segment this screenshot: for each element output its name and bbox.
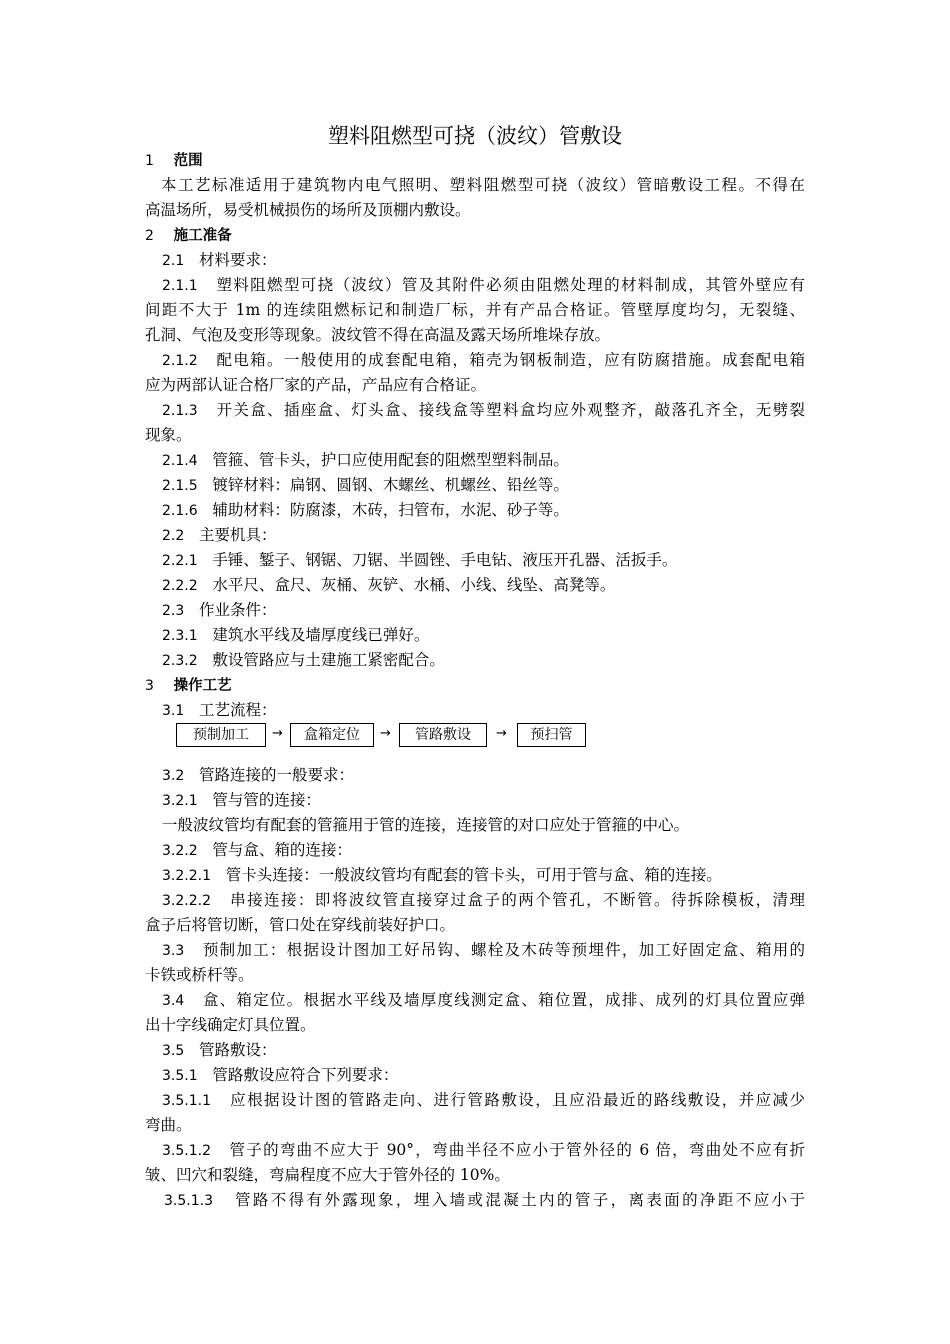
section-2-1-4: 2.1.4 管箍、管卡头，护口应使用配套的阻燃型塑料制品。 bbox=[162, 451, 569, 469]
section-2-1-6: 2.1.6 辅助材料：防腐漆，木砖，扫管布，水泥、砂子等。 bbox=[162, 501, 569, 519]
section-2-1-3: 2.1.3 开关盒、插座盒、灯头盒、接线盒等塑料盒均应外观整齐，敲落孔齐全，无劈裂 bbox=[162, 401, 805, 419]
section-3-2-1: 3.2.1 管与管的连接： bbox=[162, 791, 321, 809]
paragraph-line: 高温场所，易受机械损伤的场所及顶棚内敷设。 bbox=[145, 201, 471, 219]
section-2-1-2: 2.1.2 配电箱。一般使用的成套配电箱，箱壳为钢板制造，应有防腐措施。成套配电箱 bbox=[162, 351, 805, 369]
section-2-3-2: 2.3.2 敷设管路应与土建施工紧密配合。 bbox=[162, 651, 445, 669]
section-3-5-1-2: 3.5.1.2 管子的弯曲不应大于 90°，弯曲半径不应小于管外径的 6 倍，弯曲处不应有折 bbox=[162, 1141, 805, 1159]
paragraph-line: 卡铁或桥杆等。 bbox=[145, 966, 254, 984]
section-2-1-5: 2.1.5 镀锌材料：扁钢、圆钢、木螺丝、机螺丝、铅丝等。 bbox=[162, 476, 569, 494]
section-3-5-1-3: 3.5.1.3 管路不得有外露现象，埋入墙或混凝土内的管子，离表面的净距不应小于 bbox=[164, 1191, 805, 1209]
paragraph-line: 盒子后将管切断，管口处在穿线前装好护口。 bbox=[145, 916, 456, 934]
paragraph-line: 现象。 bbox=[145, 426, 192, 444]
section-1-heading: 1 范围 bbox=[145, 153, 203, 169]
section-2-3: 2.3 作业条件： bbox=[162, 601, 277, 619]
section-3-4: 3.4 盒、箱定位。根据水平线及墙厚度线测定盒、箱位置，成排、成列的灯具位置应弹 bbox=[162, 991, 805, 1009]
paragraph-line: 本工艺标准适用于建筑物内电气照明、塑料阻燃型可挠（波纹）管暗敷设工程。不得在 bbox=[161, 176, 805, 194]
flow-arrow-icon: → bbox=[272, 726, 283, 741]
section-3-5-1-1: 3.5.1.1 应根据设计图的管路走向、进行管路敷设，且应沿最近的路线敷设，并应减少 bbox=[162, 1091, 805, 1109]
paragraph-line: 出十字线确定灯具位置。 bbox=[145, 1016, 316, 1034]
flow-step-prefabricate: 预制加工 bbox=[176, 723, 266, 747]
section-2-1: 2.1 材料要求： bbox=[162, 251, 277, 269]
paragraph-line: 应为两部认证合格厂家的产品，产品应有合格证。 bbox=[145, 376, 487, 394]
section-2-2-1: 2.2.1 手锤、錾子、钢锯、刀锯、半圆锉、手电钻、液压开孔器、活扳手。 bbox=[162, 551, 678, 569]
paragraph-line: 皱、凹穴和裂缝，弯扁程度不应大于管外径的 10%。 bbox=[145, 1166, 510, 1184]
section-3-2: 3.2 管路连接的一般要求： bbox=[162, 766, 355, 784]
section-2-1-1: 2.1.1 塑料阻燃型可挠（波纹）管及其附件必须由阻燃处理的材料制成，其管外壁应有 bbox=[162, 276, 805, 294]
flow-arrow-icon: → bbox=[380, 726, 391, 741]
section-2-2: 2.2 主要机具： bbox=[162, 526, 277, 544]
flow-step-box-positioning: 盒箱定位 bbox=[290, 723, 374, 747]
section-3-heading: 3 操作工艺 bbox=[145, 678, 232, 694]
section-3-3: 3.3 预制加工：根据设计图加工好吊钩、螺栓及木砖等预埋件，加工好固定盒、箱用的 bbox=[162, 941, 805, 959]
section-2-2-2: 2.2.2 水平尺、盒尺、灰桶、灰铲、水桶、小线、线坠、高凳等。 bbox=[162, 576, 616, 594]
section-3-2-2: 3.2.2 管与盒、箱的连接： bbox=[162, 841, 352, 859]
section-2-heading: 2 施工准备 bbox=[145, 228, 232, 244]
paragraph-line: 间距不大于 1m 的连续阻燃标记和制造厂标，并有产品合格证。管壁厚度均匀，无裂缝、 bbox=[145, 301, 805, 319]
document-title: 塑料阻燃型可挠（波纹）管敷设 bbox=[328, 124, 622, 148]
paragraph-line: 弯曲。 bbox=[145, 1116, 192, 1134]
flow-arrow-icon: → bbox=[496, 726, 507, 741]
paragraph-line: 孔洞、气泡及变形等现象。波纹管不得在高温及露天场所堆垛存放。 bbox=[145, 326, 611, 344]
section-3-5-1: 3.5.1 管路敷设应符合下列要求： bbox=[162, 1066, 399, 1084]
section-3-5: 3.5 管路敷设： bbox=[162, 1041, 277, 1059]
section-3-1: 3.1 工艺流程： bbox=[162, 701, 277, 719]
section-3-2-2-2: 3.2.2.2 串接连接：即将波纹管直接穿过盒子的两个管孔，不断管。待拆除模板，清理 bbox=[162, 891, 805, 909]
section-3-2-2-1: 3.2.2.1 管卡头连接：一般波纹管均有配套的管卡头，可用于管与盒、箱的连接。 bbox=[162, 866, 722, 884]
flow-step-pipe-laying: 管路敷设 bbox=[399, 723, 487, 747]
section-2-3-1: 2.3.1 建筑水平线及墙厚度线已弹好。 bbox=[162, 626, 430, 644]
paragraph-line: 一般波纹管均有配套的管箍用于管的连接，连接管的对口应处于管箍的中心。 bbox=[162, 816, 690, 834]
flow-step-pre-sweep: 预扫管 bbox=[517, 723, 586, 747]
